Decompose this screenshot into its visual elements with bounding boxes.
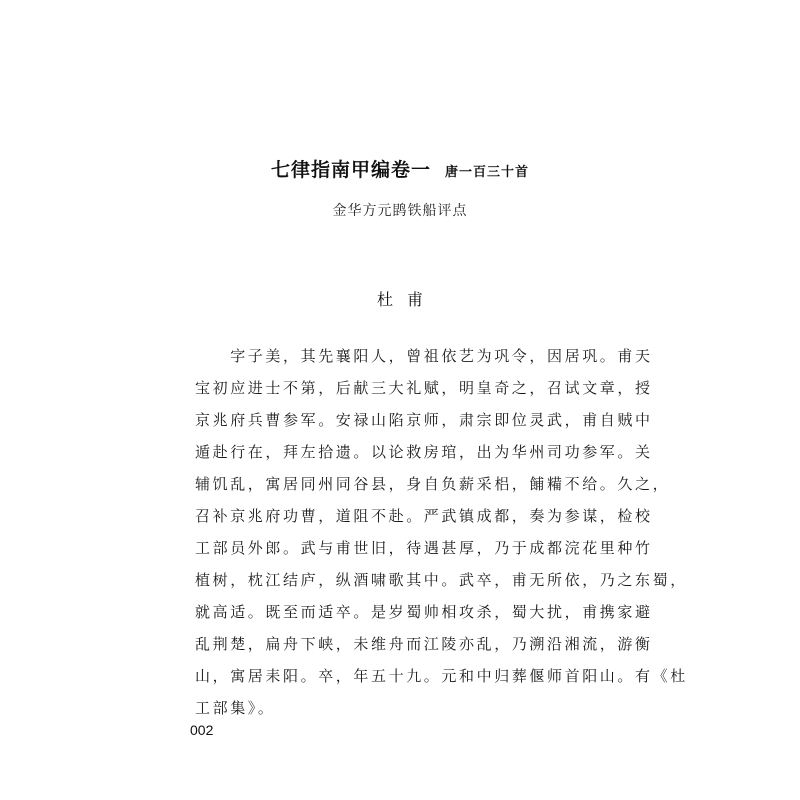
bio-line: 宝初应进士不第，后献三大礼赋，明皇奇之，召试文章，授: [195, 379, 653, 397]
bio-line: 就高适。既至而适卒。是岁蜀帅相攻杀，蜀大扰，甫携家避: [195, 603, 653, 621]
bio-line: 京兆府兵曹参军。安禄山陷京师，肃宗即位灵武，甫自贼中: [195, 411, 653, 429]
bio-line: 工部员外郎。武与甫世旧，待遇甚厚，乃于成都浣花里种竹: [195, 539, 653, 557]
bio-line: 字子美，其先襄阳人，曾祖依艺为巩令，因居巩。甫天: [195, 347, 653, 365]
chapter-heading: [0, 155, 800, 182]
bio-line: 植树，枕江结庐，纵酒啸歌其中。武卒，甫无所依，乃之东蜀，: [195, 571, 688, 589]
commentator-line: 金华方元鹍铁船评点: [332, 203, 468, 219]
poet-biography: [195, 340, 688, 724]
bio-line: 乱荆楚，扁舟下峡，未维舟而江陵亦乱，乃溯沿湘流，游衡: [195, 635, 653, 653]
chapter-title: 七律指南甲编卷一: [270, 159, 431, 181]
bio-line: 山，寓居耒阳。卒，年五十九。元和中归葬偃师首阳山。有《杜: [195, 667, 688, 685]
poet-name: 杜甫: [376, 290, 437, 309]
bio-line: 遁赴行在，拜左拾遗。以论救房琯，出为华州司功参军。关: [195, 443, 653, 461]
chapter-subtitle: 唐一百三十首: [445, 165, 530, 180]
page-number: 002: [190, 722, 214, 738]
bio-line: 工部集》。: [195, 699, 276, 717]
bio-line: 辅饥乱，寓居同州同谷县，身自负薪采梠，餔糒不给。久之，: [195, 475, 671, 493]
bio-line: 召补京兆府功曹，道阻不赴。严武镇成都，奏为参谋，检校: [195, 507, 653, 525]
